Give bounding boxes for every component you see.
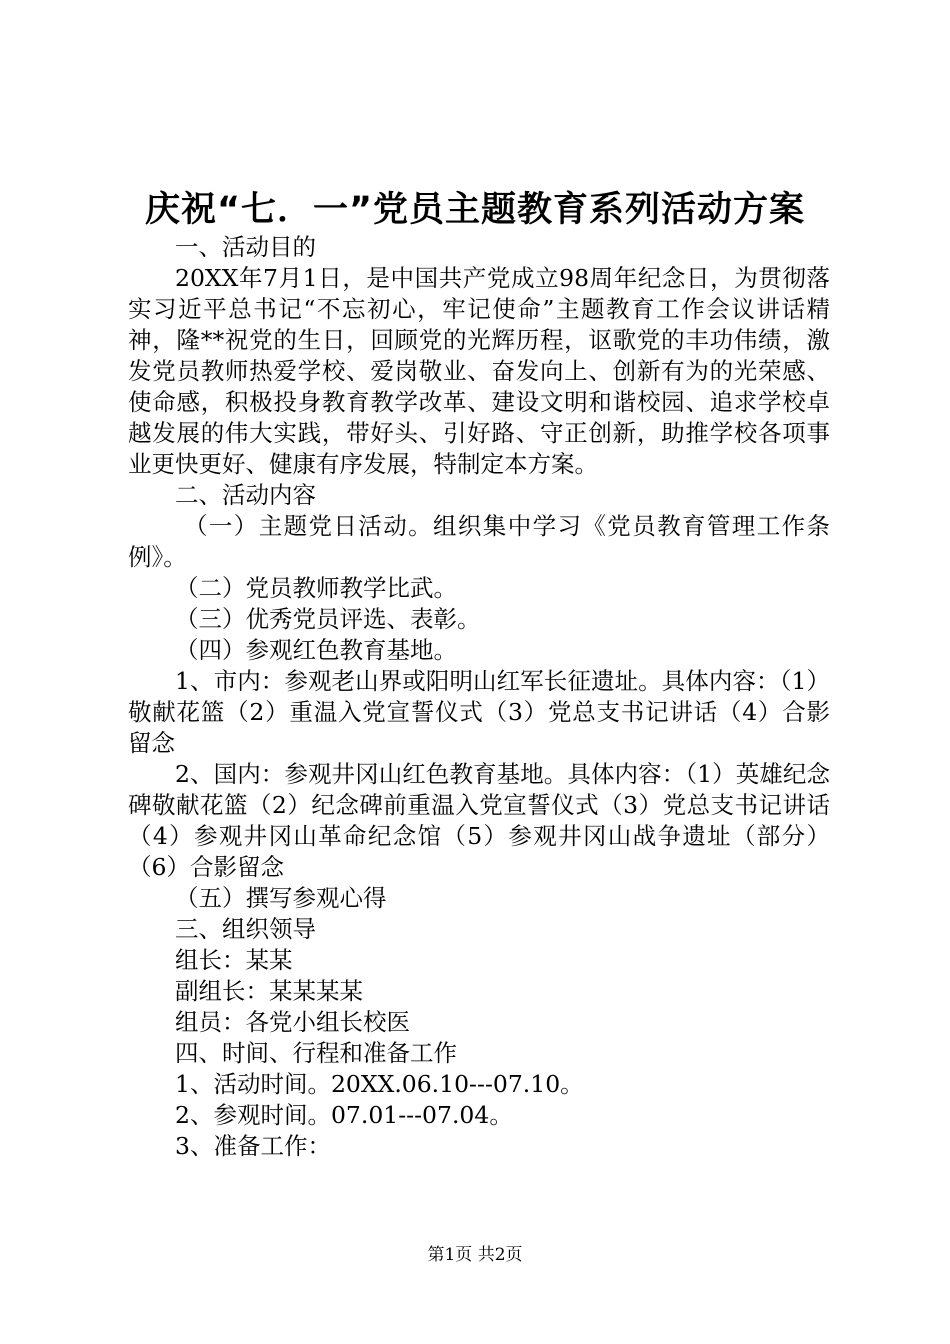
purpose-paragraph: 20XX年7月1日，是中国共产党成立98周年纪念日，为贯彻落实习近平总书记“不忘初心，牢记使命”主题教育工作会议讲话精神，隆**祝党的生日，回顾党的光辉历程，讴歌党的丰功伟绩，激发党员教师热爱学校、爱岗敬业、奋发向上、创新有为的光荣感、使命感，积极投身教育教学改革、建设文明和谐校园、追求学校卓越发展的伟大实践，带好头、引好路、守正创新，助推学校各项事业更快更好、健康有序发展，特制定本方案。 — [128, 264, 830, 478]
document-title: 庆祝“七．一”党员主题教育系列活动方案 — [144, 190, 805, 230]
activity-time-line: 1、活动时间。20XX.06.10---07.10。 — [175, 1070, 584, 1098]
visit-local-paragraph: 1、市内：参观老山界或阳明山红军长征遗址。具体内容：（1）敬献花篮（2）重温入党宣誓仪式（3）党总支书记讲话（4）合影留念 — [128, 667, 830, 757]
content-item-3: （三）优秀党员评选、表彰。 — [175, 605, 481, 633]
section-heading-schedule: 四、时间、行程和准备工作 — [175, 1039, 457, 1067]
deputy-leader-line: 副组长：某某某某 — [175, 977, 363, 1005]
page-footer: 第1页 共2页 — [427, 1245, 523, 1265]
section-heading-content: 二、活动内容 — [175, 481, 316, 509]
members-line: 组员：各党小组长校医 — [175, 1008, 410, 1036]
content-item-5: （五）撰写参观心得 — [175, 884, 387, 912]
preparation-line: 3、准备工作： — [175, 1132, 331, 1160]
content-item-1: （一）主题党日活动。组织集中学习《党员教育管理工作条例》。 — [128, 512, 830, 571]
content-item-4: （四）参观红色教育基地。 — [175, 636, 457, 664]
leader-line: 组长：某某 — [175, 946, 293, 974]
visit-time-line: 2、参观时间。07.01---07.04。 — [175, 1101, 513, 1129]
section-heading-leadership: 三、组织领导 — [175, 915, 316, 943]
section-heading-purpose: 一、活动目的 — [175, 233, 316, 261]
visit-domestic-paragraph: 2、国内：参观井冈山红色教育基地。具体内容：（1）英雄纪念碑敬献花篮（2）纪念碑前重温入党宣誓仪式（3）党总支书记讲话（4）参观井冈山革命纪念馆（5）参观井冈山战争遗址（部分）（6）合影留念 — [128, 760, 830, 881]
content-item-2: （二）党员教师教学比武。 — [175, 574, 457, 602]
document-body — [128, 232, 830, 1162]
